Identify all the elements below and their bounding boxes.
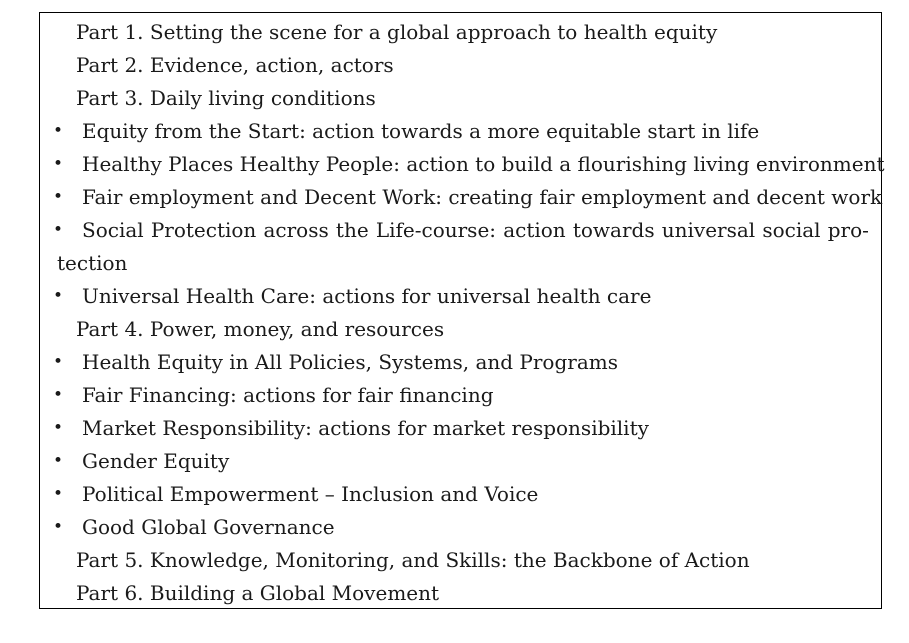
list-item-continuation: tection: [57, 251, 128, 275]
bullet-icon: •: [53, 121, 64, 141]
bullet-icon: •: [53, 352, 64, 372]
bullet-icon: •: [53, 187, 64, 207]
contents-box: [39, 12, 885, 609]
bullet-icon: •: [53, 286, 64, 306]
bullet-icon: •: [53, 385, 64, 405]
part-6-heading: Part 6. Building a Global Movement: [76, 581, 440, 605]
part-5-heading: Part 5. Knowledge, Monitoring, and Skills: the Backbone of Action: [76, 548, 750, 572]
bullet-icon: •: [53, 418, 64, 438]
list-item: • Fair Financing: actions for fair financing: [40, 379, 881, 412]
list-item: • Political Empowerment – Inclusion and Voice: [40, 478, 881, 511]
list-item: • Equity from the Start: action towards a more equitable start in life: [40, 115, 881, 148]
justified-text: Social Protection across the Life-course: action towards universal social pro-: [82, 218, 869, 242]
part-1-heading: Part 1. Setting the scene for a global approach to health equity: [76, 20, 718, 44]
list-item: • Gender Equity: [40, 445, 881, 478]
part-2-heading: Part 2. Evidence, action, actors: [76, 53, 394, 77]
list-item: • Good Global Governance: [40, 511, 881, 544]
bullet-icon: •: [53, 517, 64, 537]
list-item: • Healthy Places Healthy People: action to build a flourishing living environment: [40, 148, 881, 181]
list-item: • Health Equity in All Policies, Systems, and Programs: [40, 346, 881, 379]
list-item: • Universal Health Care: actions for universal health care: [40, 280, 881, 313]
part-4-heading: Part 4. Power, money, and resources: [76, 317, 445, 341]
bullet-icon: •: [53, 484, 64, 504]
bullet-icon: •: [53, 154, 64, 174]
list-item: • Market Responsibility: actions for market responsibility: [40, 412, 881, 445]
part-3-heading: Part 3. Daily living conditions: [76, 86, 376, 110]
bullet-icon: •: [53, 220, 64, 240]
bullet-icon: •: [53, 451, 64, 471]
list-item: • Fair employment and Decent Work: creating fair employment and decent work: [40, 181, 881, 214]
list-item-social-protection: [40, 214, 881, 247]
